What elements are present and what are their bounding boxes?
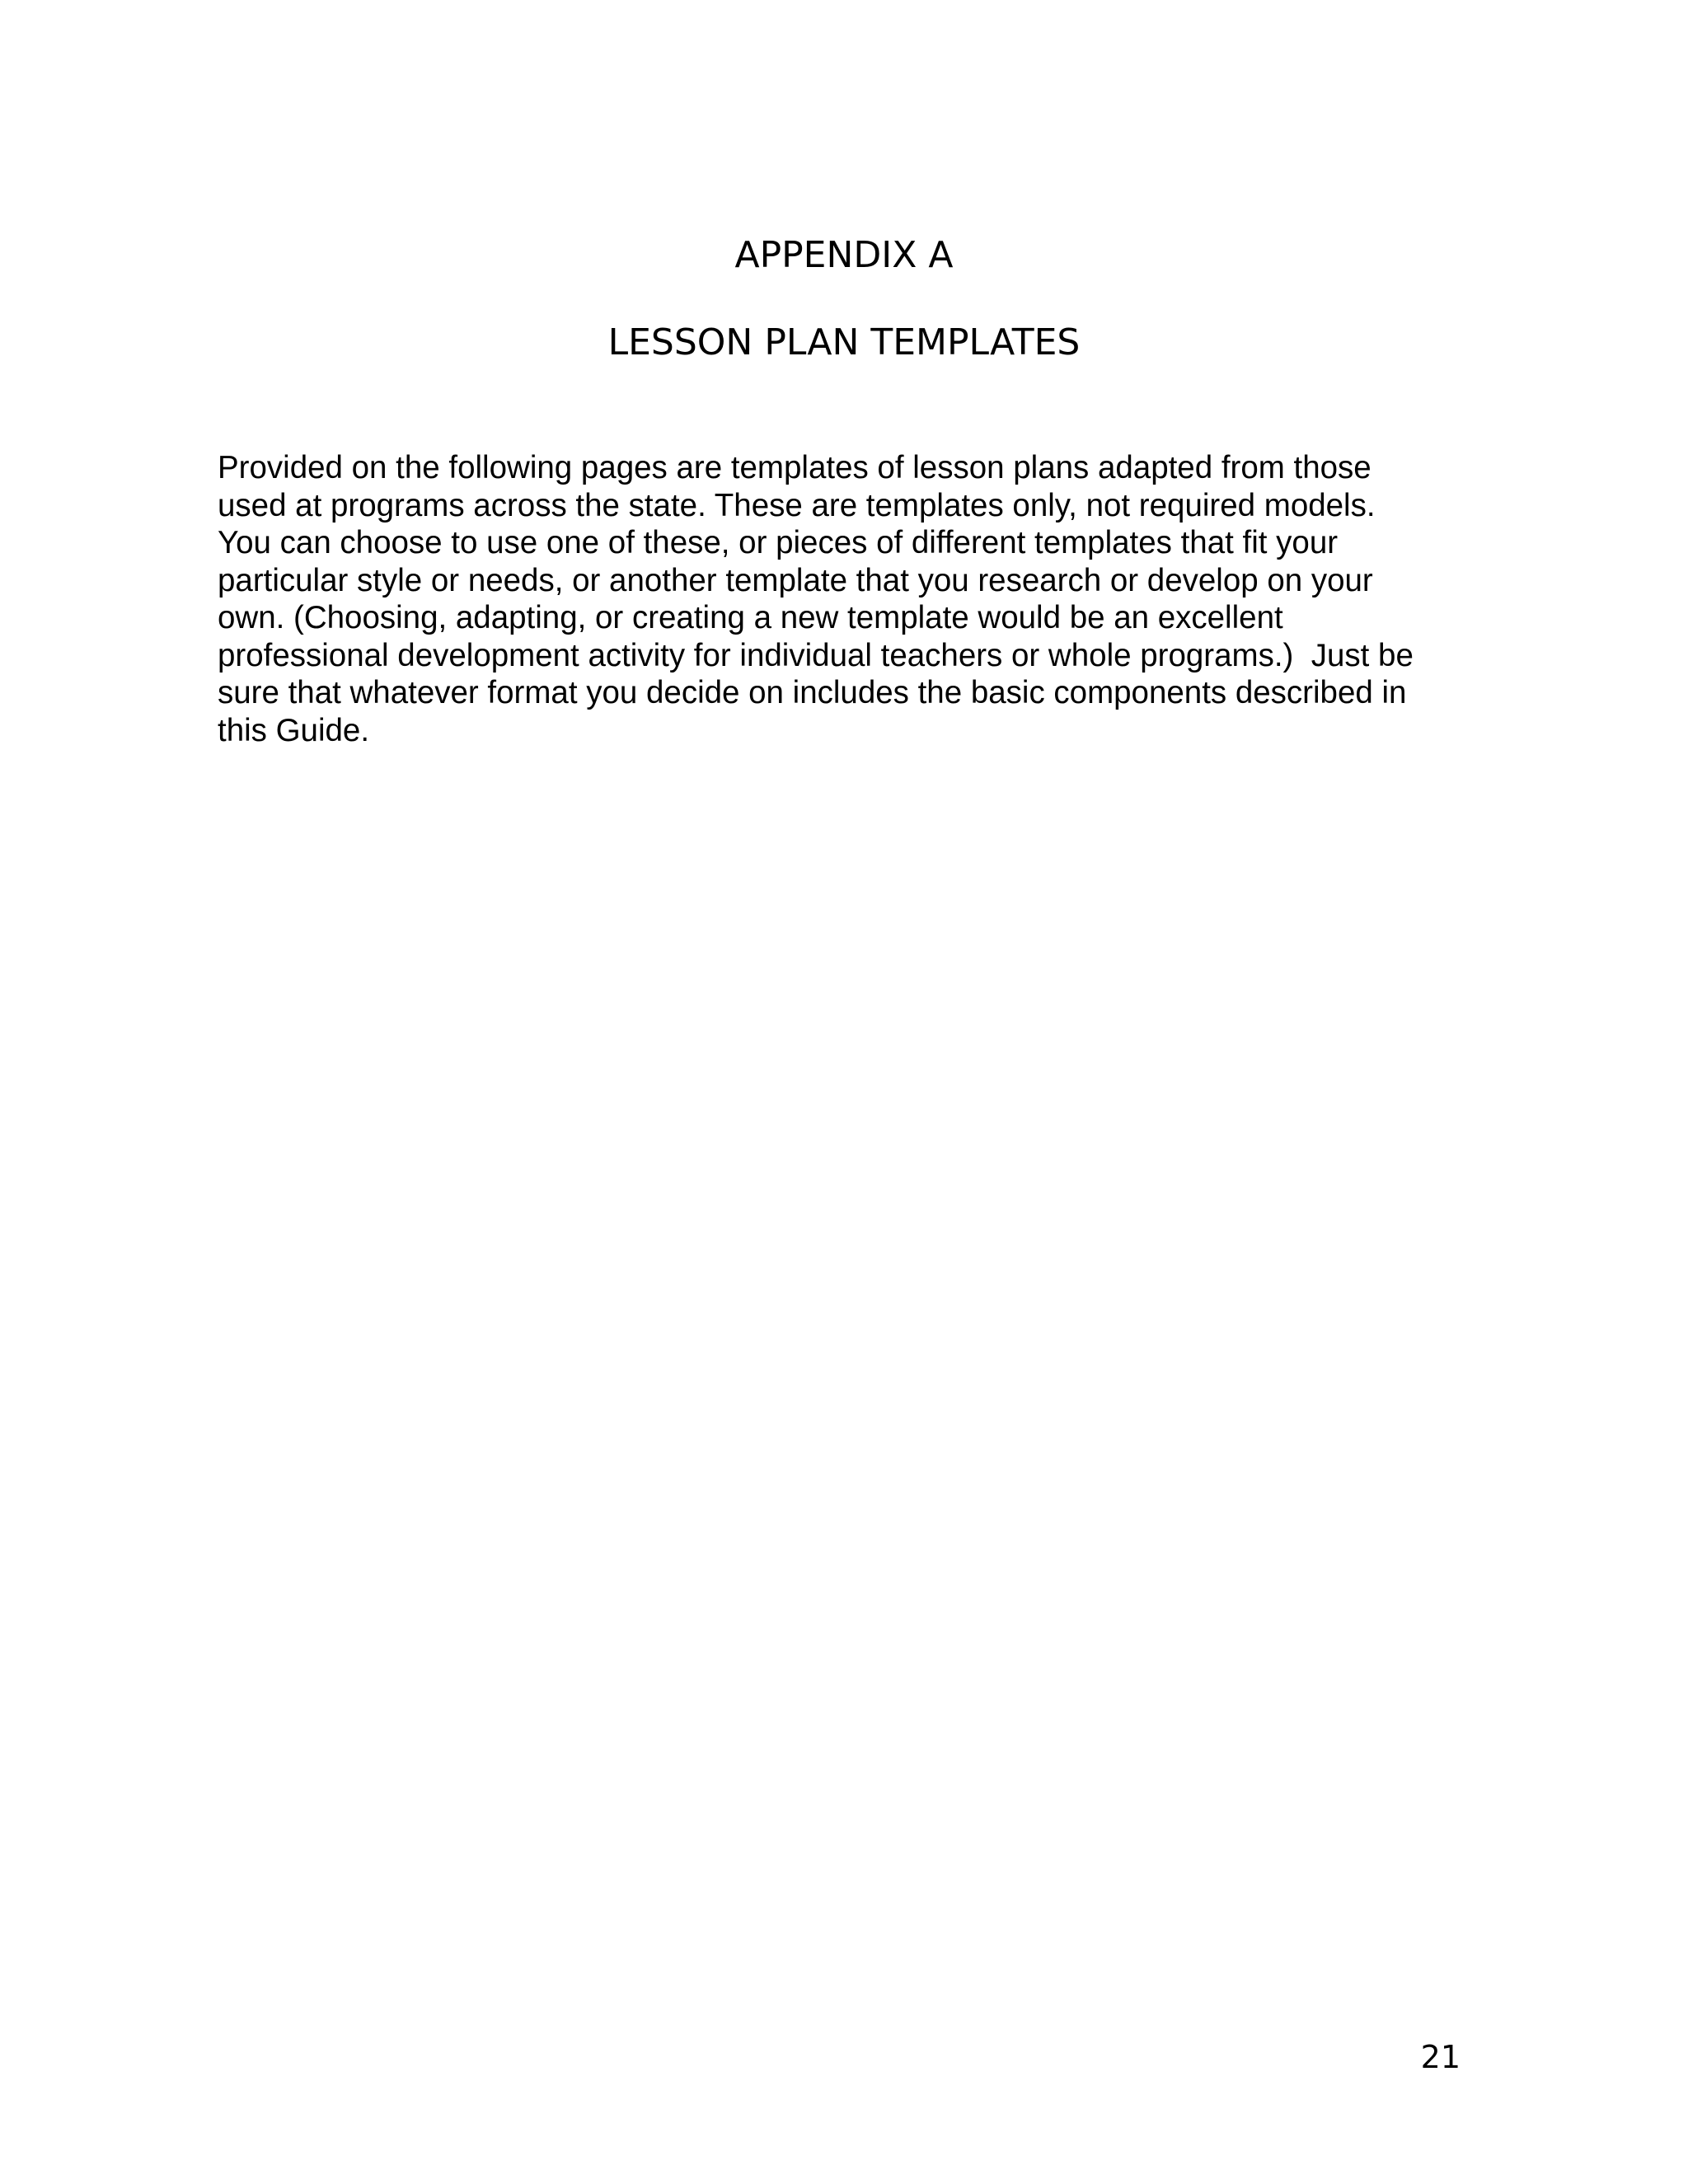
paragraph-line: own. (Choosing, adapting, or creating a new template would be an excellent <box>218 600 1283 635</box>
page-number: 21 <box>1420 2039 1461 2075</box>
appendix-title: APPENDIX A <box>734 234 954 276</box>
section-title: LESSON PLAN TEMPLATES <box>607 321 1081 363</box>
paragraph-line: sure that whatever format you decide on includes the basic components described in <box>218 675 1407 710</box>
paragraph-line: this Guide. <box>218 712 370 748</box>
paragraph-line: professional development activity for individual teachers or whole programs.) Just be <box>218 637 1414 673</box>
paragraph-line: particular style or needs, or another template that you research or develop on your <box>218 562 1373 598</box>
paragraph-line: Provided on the following pages are templates of lesson plans adapted from those <box>218 450 1372 485</box>
paragraph-line: used at programs across the state. These are templates only, not required models. <box>218 487 1376 523</box>
intro-paragraph <box>218 449 1487 749</box>
paragraph-line: You can choose to use one of these, or pieces of different templates that fit your <box>218 525 1339 560</box>
